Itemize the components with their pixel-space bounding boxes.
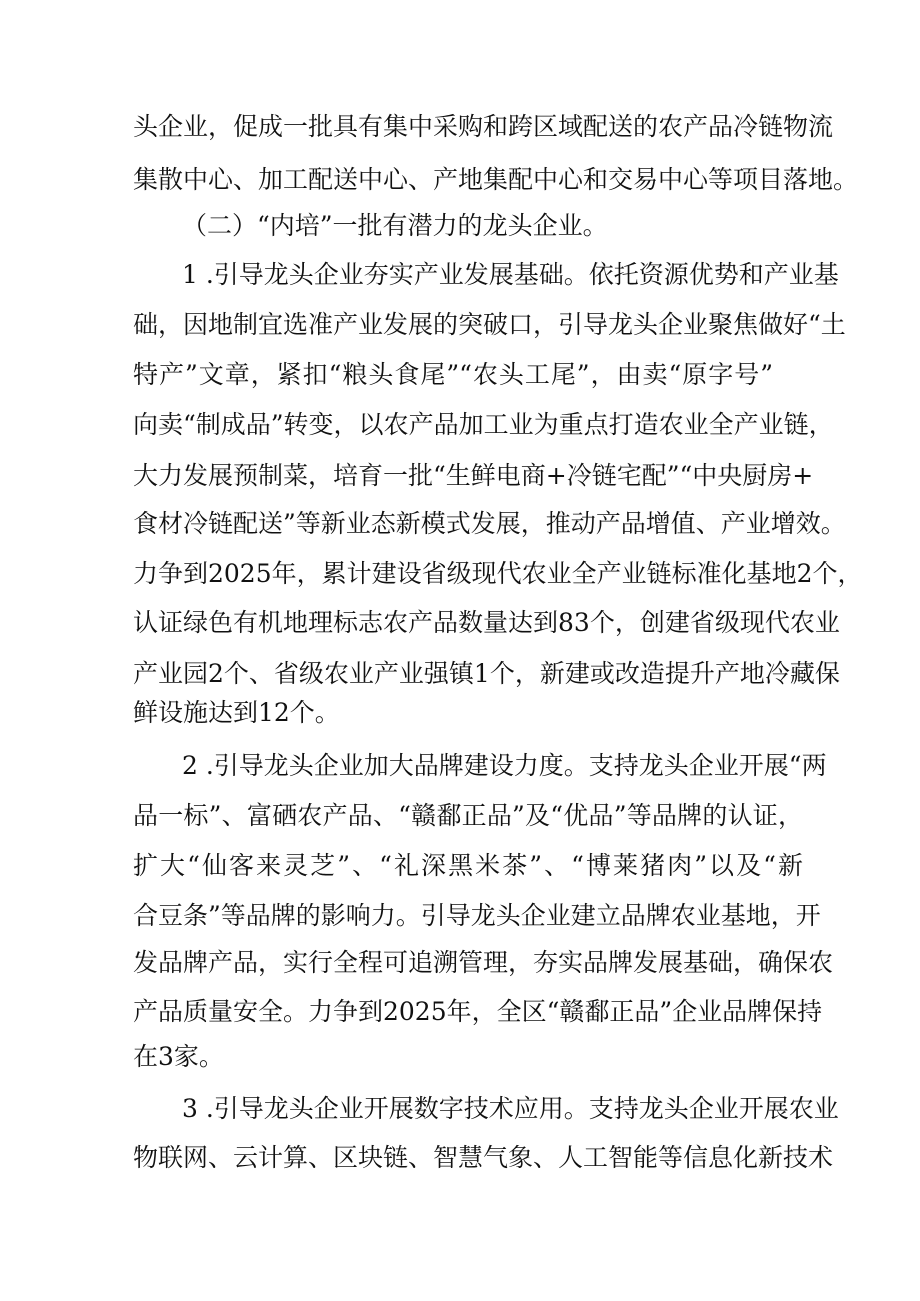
paragraph-first-line: 1 .引导龙头企业夯实产业发展基础。依托资源优势和产业基 xyxy=(182,260,839,289)
body-text-line: 鲜设施达到12个。 xyxy=(133,698,340,727)
body-text-line: 食材冷链配送”等新业态新模式发展，推动产品增值、产业增效。 xyxy=(133,509,846,538)
body-text-line: 发品牌产品，实行全程可追溯管理，夯实品牌发展基础，确保农 xyxy=(133,948,834,977)
body-text-line: 集散中心、加工配送中心、产地集配中心和交易中心等项目落地。 xyxy=(133,165,859,194)
body-text-line: 特产”文章，紧扣“粮头食尾”“农头工尾”，由卖“原字号” xyxy=(133,360,773,389)
paragraph-first-line: 2 .引导龙头企业加大品牌建设力度。支持龙头企业开展“两 xyxy=(182,751,827,780)
body-text-line: 础，因地制宜选准产业发展的突破口，引导龙头企业聚焦做好“土 xyxy=(133,310,846,339)
body-text-line: 大力发展预制菜，培育一批“生鲜电商+冷链宅配”“中央厨房+ xyxy=(133,461,814,490)
section-heading: （二）“内培”一批有潜力的龙头企业。 xyxy=(182,211,608,240)
body-text-line: 扩大“仙客来灵芝”、“礼深黑米茶”、“博莱猪肉”以及“新 xyxy=(133,851,803,880)
body-text-line: 品一标”、富硒农产品、“赣鄱正品”及“优品”等品牌的认证， xyxy=(133,801,803,830)
body-text-line: 在3家。 xyxy=(133,1042,224,1071)
body-text-line: 物联网、云计算、区块链、智慧气象、人工智能等信息化新技术 xyxy=(133,1143,834,1172)
body-text-line: 头企业，促成一批具有集中采购和跨区域配送的农产品冷链物流 xyxy=(133,112,834,141)
body-text-line: 产品质量安全。力争到2025年，全区“赣鄱正品”企业品牌保持 xyxy=(133,997,823,1026)
paragraph-first-line: 3 .引导龙头企业开展数字技术应用。支持龙头企业开展农业 xyxy=(182,1094,839,1123)
body-text-line: 认证绿色有机地理标志农产品数量达到83个，创建省级现代农业 xyxy=(133,608,840,637)
body-text-line: 向卖“制成品”转变，以农产品加工业为重点打造农业全产业链， xyxy=(133,410,834,439)
body-text-line: 力争到2025年，累计建设省级现代农业全产业链标准化基地2个， xyxy=(133,559,863,588)
body-text-line: 合豆条”等品牌的影响力。引导龙头企业建立品牌农业基地，开 xyxy=(133,901,821,930)
body-text-line: 产业园2个、省级农业产业强镇1个，新建或改造提升产地冷藏保 xyxy=(133,659,840,688)
